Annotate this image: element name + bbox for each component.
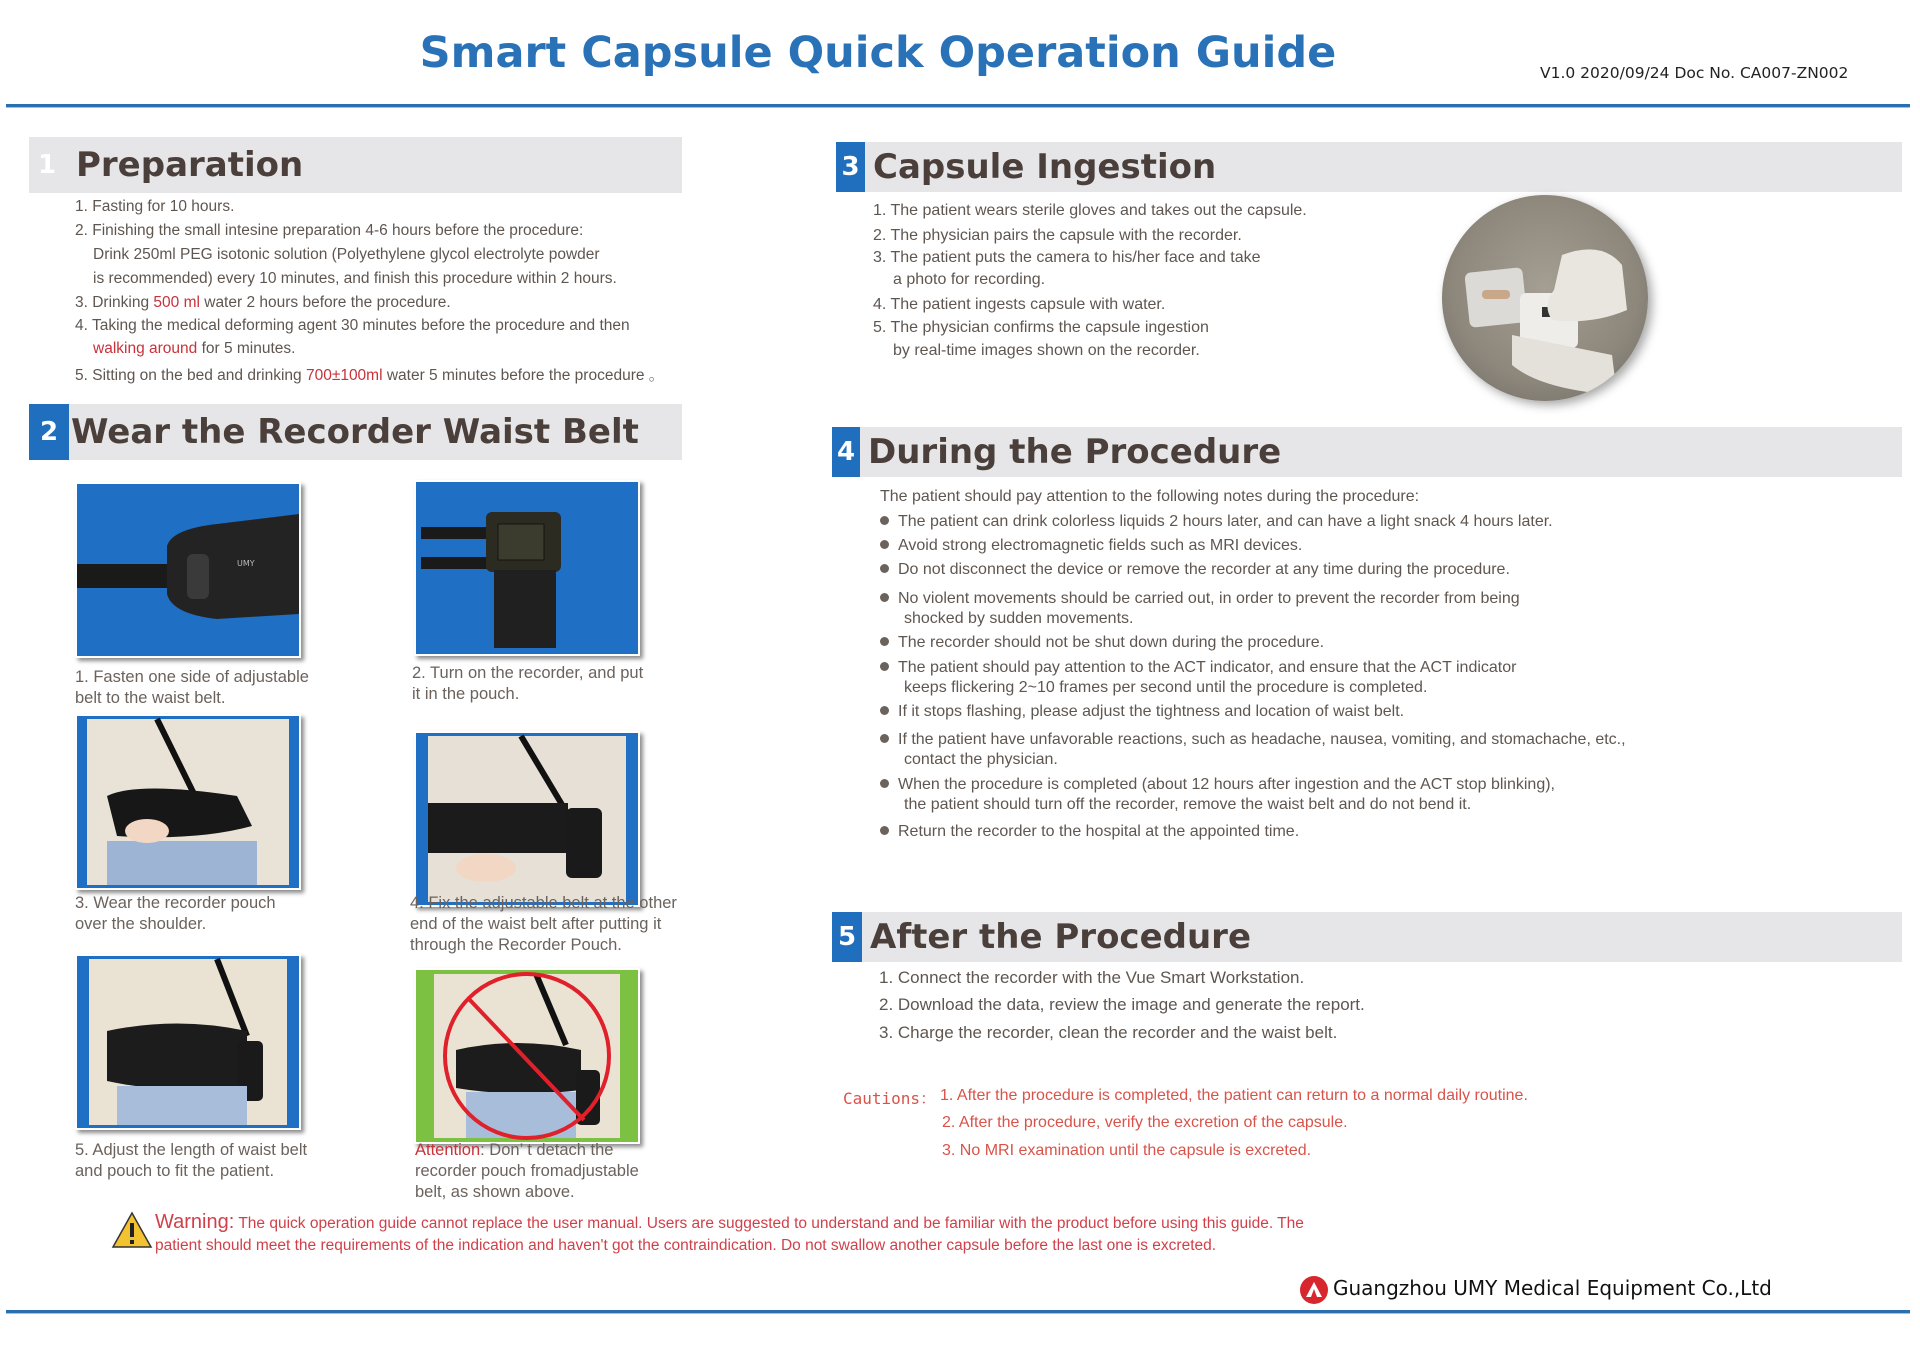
caption-line <box>410 914 677 935</box>
warning-line-2: patient should meet the requirements of the indication and haven't got the contraindication. Do not swallow another capsule before the last one is excreted. <box>155 1237 1217 1254</box>
list-item: a photo for recording. <box>893 271 1046 288</box>
recorder-icon <box>416 482 638 654</box>
bullet-item <box>880 658 1516 698</box>
caption-line <box>415 1140 639 1161</box>
bullet-line <box>880 822 1299 842</box>
section-5-title: After the Procedure <box>870 917 1252 957</box>
bullet-icon <box>880 593 889 602</box>
step-caption <box>75 1140 307 1182</box>
bullet-item <box>880 730 1626 770</box>
warning-triangle-icon <box>111 1211 153 1254</box>
bullet-item <box>880 633 1324 653</box>
caption-line <box>75 1161 307 1182</box>
step-caption <box>75 893 276 935</box>
top-divider <box>6 104 1910 108</box>
belt-fastening-photo <box>75 482 301 658</box>
belt-icon <box>77 484 299 656</box>
bullet-icon <box>880 564 889 573</box>
svg-text:UMY: UMY <box>237 559 255 568</box>
bullet-text: keeps flickering 2~10 frames per second until the procedure is completed. <box>904 679 1428 696</box>
bullet-text: The recorder should not be shut down during the procedure. <box>898 634 1325 651</box>
caption-text: 3. Wear the recorder pouch <box>75 894 276 912</box>
text: 3. Drinking <box>75 294 154 311</box>
section-3-header <box>836 142 1902 192</box>
document-version: V1.0 2020/09/24 Doc No. CA007-ZN002 <box>1540 64 1849 82</box>
caption-text: end of the waist belt after putting it <box>410 915 662 933</box>
list-item <box>75 316 630 336</box>
bullet-icon <box>880 540 889 549</box>
bullet-line <box>880 512 1553 532</box>
caption-text: and pouch to fit the patient. <box>75 1162 275 1180</box>
caption-text: 2. Turn on the recorder, and put <box>412 664 644 682</box>
text: water 2 hours before the procedure. <box>199 294 451 311</box>
list-item: 1. Connect the recorder with the Vue Smart Workstation. <box>879 968 1305 987</box>
caption-text: belt, as shown above. <box>415 1183 575 1201</box>
section-4-header <box>832 427 1902 477</box>
highlight-text: walking around <box>93 340 198 357</box>
bullet-item <box>880 536 1302 556</box>
bullet-item <box>880 512 1553 532</box>
list-item <box>75 221 583 241</box>
bullet-text: When the procedure is completed (about 12 hours after ingestion and the ACT stop blinking), <box>898 776 1555 793</box>
step-caption <box>75 667 309 709</box>
bullet-icon <box>880 662 889 671</box>
prohibited-detach-photo <box>414 968 640 1144</box>
bullet-item <box>880 775 1555 815</box>
bullet-text: shocked by sudden movements. <box>904 610 1134 627</box>
bullet-item <box>880 589 1520 629</box>
bullet-line <box>880 702 1404 722</box>
bullet-text: the patient should turn off the recorder, remove the waist belt and do not bend it. <box>904 796 1472 813</box>
cautions-label: Cautions： <box>843 1089 937 1108</box>
bullet-icon <box>880 706 889 715</box>
bullet-line <box>880 589 1520 609</box>
list-item: 3. Charge the recorder, clean the recorder and the waist belt. <box>879 1023 1338 1042</box>
person-belt-icon <box>416 733 638 905</box>
person-waist-icon <box>77 716 299 888</box>
warning-line-1: Warning: The quick operation guide cannot replace the user manual. Users are suggested to understand and be familiar with the product before using this guide. The <box>155 1211 1304 1233</box>
caption-text: it in the pouch. <box>412 685 520 703</box>
caption-text: 4. Fix the adjustable belt at the other <box>410 894 677 912</box>
caption-text: belt to the waist belt. <box>75 689 226 707</box>
list-item: by real-time images shown on the recorder. <box>893 342 1200 359</box>
step-caption <box>412 663 643 705</box>
caption-line <box>415 1161 639 1182</box>
bullet-line <box>880 750 1626 770</box>
bullet-text: If the patient have unfavorable reactions, such as headache, nausea, vomiting, and stomachache, etc., <box>898 731 1626 748</box>
text: 1. Fasting for 10 hours. <box>75 198 235 215</box>
section-5-number: 5 <box>832 912 862 962</box>
bullet-text: If it stops flashing, please adjust the tightness and location of waist belt. <box>898 703 1405 720</box>
prohibited-icon <box>416 970 638 1142</box>
highlight-text: 700±100ml <box>305 367 383 384</box>
during-procedure-intro: The patient should pay attention to the following notes during the procedure: <box>880 488 1420 505</box>
bullet-item <box>880 702 1404 722</box>
highlight-text: 500 ml <box>153 294 200 311</box>
step-caption <box>410 893 677 956</box>
text: 2. Finishing the small intesine preparation 4-6 hours before the procedure: <box>75 222 584 239</box>
bullet-text: The patient can drink colorless liquids 2 hours later, and can have a light snack 4 hours later. <box>898 513 1553 530</box>
list-item <box>93 245 600 265</box>
list-item: 4. The patient ingests capsule with water. <box>873 296 1166 313</box>
caption-line <box>75 893 276 914</box>
bullet-line <box>880 730 1626 750</box>
caption-line <box>75 688 309 709</box>
bullet-line <box>880 795 1555 815</box>
bullet-line <box>880 609 1520 629</box>
caption-line <box>412 684 643 705</box>
list-item <box>93 269 617 289</box>
bullet-line <box>880 678 1516 698</box>
section-1-header <box>29 137 682 193</box>
section-3-title: Capsule Ingestion <box>873 147 1217 187</box>
section-4-title: During the Procedure <box>868 432 1282 472</box>
bullet-icon <box>880 516 889 525</box>
text: for 5 minutes. <box>197 340 296 357</box>
list-item <box>75 366 664 386</box>
step-caption <box>415 1140 639 1203</box>
company-logo-icon <box>1300 1276 1328 1304</box>
bullet-icon <box>880 637 889 646</box>
caption-line <box>412 663 643 684</box>
section-4-number: 4 <box>832 427 860 477</box>
list-item <box>75 197 234 217</box>
capsule-box-icon <box>1442 195 1648 401</box>
caution-item: 2. After the procedure, verify the excretion of the capsule. <box>942 1114 1348 1131</box>
text: is recommended) every 10 minutes, and finish this procedure within 2 hours. <box>93 270 617 287</box>
bullet-line <box>880 775 1555 795</box>
caption-text: through the Recorder Pouch. <box>410 936 622 954</box>
section-1-title: Preparation <box>76 145 304 185</box>
caption-text: over the shoulder. <box>75 915 207 933</box>
caption-text: recorder pouch fromadjustable <box>415 1162 639 1180</box>
list-item: 2. Download the data, review the image and generate the report. <box>879 995 1365 1014</box>
list-item <box>93 339 295 359</box>
section-3-number: 3 <box>836 142 865 192</box>
bullet-line <box>880 658 1516 678</box>
list-item: 1. The patient wears sterile gloves and takes out the capsule. <box>873 202 1307 219</box>
caption-text: 1. Fasten one side of adjustable <box>75 668 309 686</box>
bullet-icon <box>880 734 889 743</box>
warning-label: Warning: <box>155 1211 235 1233</box>
bullet-item <box>880 822 1299 842</box>
section-1-number: 1 <box>37 150 57 180</box>
caution-item: 1. After the procedure is completed, the patient can return to a normal daily routine. <box>940 1087 1528 1104</box>
adjust-belt-photo <box>75 954 301 1130</box>
text: water 5 minutes before the procedure 。 <box>382 367 665 384</box>
bullet-line <box>880 536 1302 556</box>
caption-line <box>415 1182 639 1203</box>
bullet-text: The patient should pay attention to the ACT indicator, and ensure that the ACT indicator <box>898 659 1517 676</box>
attention-label: Attention <box>415 1141 481 1159</box>
person-full-belt-icon <box>77 956 299 1128</box>
caption-line <box>75 667 309 688</box>
bullet-line <box>880 560 1510 580</box>
caption-line <box>410 893 677 914</box>
bullet-line <box>880 633 1324 653</box>
text: 5. Sitting on the bed and drinking <box>75 367 306 384</box>
fix-belt-photo <box>414 731 640 907</box>
wear-pouch-photo <box>75 714 301 890</box>
text: 4. Taking the medical deforming agent 30 minutes before the procedure and then <box>75 317 630 334</box>
list-item <box>75 293 451 313</box>
caption-text: : Don’ t detach the <box>480 1141 614 1159</box>
section-2-header <box>29 404 682 460</box>
caption-line <box>75 1140 307 1161</box>
list-item: 2. The physician pairs the capsule with the recorder. <box>873 227 1242 244</box>
caution-item: 3. No MRI examination until the capsule is excreted. <box>942 1142 1312 1159</box>
bullet-icon <box>880 826 889 835</box>
section-2-title: Wear the Recorder Waist Belt <box>71 412 639 452</box>
recorder-in-pouch-photo <box>414 480 640 656</box>
list-item: 5. The physician confirms the capsule ingestion <box>873 319 1209 336</box>
section-2-number: 2 <box>29 404 69 460</box>
caption-text: 5. Adjust the length of waist belt <box>75 1141 308 1159</box>
bullet-item <box>880 560 1510 580</box>
section-5-header <box>832 912 1902 962</box>
list-item: 3. The patient puts the camera to his/her face and take <box>873 249 1261 266</box>
bullet-text: No violent movements should be carried out, in order to prevent the recorder from being <box>898 590 1520 607</box>
bullet-icon <box>880 779 889 788</box>
bullet-text: Do not disconnect the device or remove the recorder at any time during the procedure. <box>898 561 1510 578</box>
gloved-hands-capsule-photo <box>1442 195 1648 401</box>
text: Drink 250ml PEG isotonic solution (Polyethylene glycol electrolyte powder <box>93 246 600 263</box>
caption-line <box>410 935 677 956</box>
page-title: Smart Capsule Quick Operation Guide <box>419 28 1337 78</box>
caption-line <box>75 914 276 935</box>
bullet-text: contact the physician. <box>904 751 1058 768</box>
company-name: Guangzhou UMY Medical Equipment Co.,Ltd <box>1333 1276 1772 1300</box>
bullet-text: Avoid strong electromagnetic fields such as MRI devices. <box>898 537 1303 554</box>
bullet-text: Return the recorder to the hospital at the appointed time. <box>898 823 1300 840</box>
bottom-divider <box>6 1310 1910 1314</box>
